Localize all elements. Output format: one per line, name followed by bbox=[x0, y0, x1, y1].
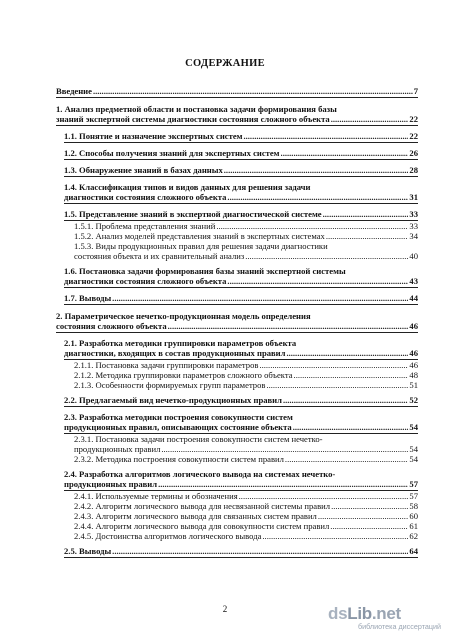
toc-entry-heading bbox=[56, 182, 418, 192]
toc-entry-title: 1.2. Способы получения знаний для экспертных систем bbox=[64, 148, 280, 158]
toc-entry-title: 1.1. Понятие и назначение экспертных систем bbox=[64, 131, 243, 141]
toc-page-number: 31 bbox=[409, 192, 418, 202]
dot-leader bbox=[224, 165, 409, 175]
toc-entry-title: 2.3.2. Методика построения совокупности систем правил bbox=[74, 454, 284, 464]
dot-leader bbox=[294, 370, 409, 380]
dot-leader bbox=[331, 501, 408, 511]
toc-entry-heading bbox=[56, 148, 418, 160]
toc-entry-subsection bbox=[56, 434, 418, 444]
toc-page-number: 22 bbox=[409, 131, 418, 141]
toc-entry-title: 1.3. Обнаружение знаний в базах данных bbox=[64, 165, 223, 175]
dot-leader bbox=[227, 276, 408, 286]
dot-leader bbox=[243, 131, 408, 141]
toc-entry-heading bbox=[56, 422, 418, 434]
dot-leader bbox=[259, 360, 408, 370]
toc-page-number: 51 bbox=[409, 380, 418, 390]
toc-entry-heading bbox=[56, 86, 418, 98]
toc-entry-title: 2.4. Разработка алгоритмов логического вывода на системах нечетко- bbox=[64, 469, 336, 479]
toc-entry-title: 2.4.1. Используемые термины и обозначения bbox=[74, 491, 238, 501]
toc-entry-heading bbox=[56, 165, 418, 177]
toc-entry-title: Введение bbox=[56, 86, 92, 96]
toc-entry-title: 2.1. Разработка методики группировки параметров объекта bbox=[64, 338, 297, 348]
toc-entry-heading bbox=[56, 469, 418, 479]
toc-entry-title: 1.5.3. Виды продукционных правил для решения задачи диагностики bbox=[74, 241, 328, 251]
toc-page-number: 60 bbox=[409, 511, 418, 521]
toc-entry-heading bbox=[56, 266, 418, 276]
dot-leader bbox=[323, 209, 409, 219]
toc-page-number: 64 bbox=[409, 546, 418, 556]
toc-entry-heading bbox=[56, 321, 418, 333]
logo-subtitle: библиотека диссертаций bbox=[358, 622, 442, 631]
toc-entry-title: 1.5.2. Анализ моделей представления знаний в экспертных системах bbox=[74, 231, 325, 241]
toc-page-number: 44 bbox=[409, 293, 418, 303]
dot-leader bbox=[283, 395, 408, 405]
toc-entry-title: продукционных правил, описывающих состояние объекта bbox=[64, 422, 292, 432]
dot-leader bbox=[281, 148, 409, 158]
toc-entry-title: 1. Анализ предметной области и постановка задачи формирования базы bbox=[56, 104, 337, 114]
dot-leader bbox=[168, 321, 409, 331]
toc-entry-subsection bbox=[56, 251, 418, 261]
toc-entry-heading bbox=[56, 546, 418, 558]
toc-page-number: 61 bbox=[409, 521, 418, 531]
toc-page-number: 40 bbox=[409, 251, 418, 261]
dot-leader bbox=[266, 380, 408, 390]
dot-leader bbox=[331, 114, 409, 124]
toc-entry-title: продукционных правил bbox=[64, 479, 158, 489]
toc-entry-title: диагностики, входящих в состав продукционных правил bbox=[64, 348, 286, 358]
dot-leader bbox=[285, 454, 408, 464]
toc-entry-title: 2.1.3. Особенности формируемых групп параметров bbox=[74, 380, 266, 390]
toc-page-number: 7 bbox=[413, 86, 418, 96]
toc-page-number: 33 bbox=[409, 209, 418, 219]
toc-entry-subsection bbox=[56, 444, 418, 454]
toc-entry-subsection bbox=[56, 501, 418, 511]
dot-leader bbox=[239, 491, 409, 501]
toc-page-number: 57 bbox=[409, 491, 418, 501]
dslib-logo-icon bbox=[328, 604, 440, 630]
toc-entry-heading bbox=[56, 479, 418, 491]
dot-leader bbox=[318, 511, 409, 521]
toc-entry-title: состояния сложного объекта bbox=[56, 321, 167, 331]
toc-page-number: 46 bbox=[409, 360, 418, 370]
toc-entry-heading bbox=[56, 209, 418, 221]
logo-wordmark: dsLib.net bbox=[328, 604, 401, 623]
toc-entry-title: знаний экспертной системы диагностики состояния сложного объекта bbox=[56, 114, 330, 124]
toc-entry-title: 1.4. Классификация типов и видов данных для решения задачи bbox=[64, 182, 311, 192]
dot-leader bbox=[286, 348, 408, 358]
toc-entry-heading bbox=[56, 412, 418, 422]
toc-entry-title: 2.1.1. Постановка задачи группировки параметров bbox=[74, 360, 259, 370]
dot-leader bbox=[112, 293, 408, 303]
toc-page-number: 46 bbox=[409, 348, 418, 358]
toc-entry-title: 2. Параметрическое нечетко-продукционная модель определения bbox=[56, 311, 311, 321]
toc-page-number: 26 bbox=[409, 148, 418, 158]
toc-page-number: 43 bbox=[409, 276, 418, 286]
toc-entry-title: 2.2. Предлагаемый вид нечетко-продукционных правил bbox=[64, 395, 282, 405]
toc-entry-title: 2.4.2. Алгоритм логического вывода для несвязанной системы правил bbox=[74, 501, 331, 511]
dot-leader bbox=[262, 531, 408, 541]
toc-entry-heading bbox=[56, 192, 418, 204]
toc-entry-heading bbox=[56, 348, 418, 360]
toc-entry-title: 2.3.1. Постановка задачи построения совокупности систем нечетко- bbox=[74, 434, 323, 444]
toc-entry-subsection bbox=[56, 360, 418, 370]
toc-page-number: 62 bbox=[409, 531, 418, 541]
toc-page-number: 28 bbox=[409, 165, 418, 175]
toc-page-number: 54 bbox=[409, 454, 418, 464]
toc-entry-title: 1.6. Постановка задачи формирования базы знаний экспертной системы bbox=[64, 266, 346, 276]
toc-entry-title: состояния объекта и их сравнительный анализ bbox=[74, 251, 245, 261]
dot-leader bbox=[330, 521, 408, 531]
dot-leader bbox=[158, 479, 408, 489]
toc-entry-title: 2.1.2. Методика группировки параметров сложного объекта bbox=[74, 370, 293, 380]
toc-page-number: 54 bbox=[409, 444, 418, 454]
toc-entry-title: 1.7. Выводы bbox=[64, 293, 112, 303]
toc-entry-heading bbox=[56, 114, 418, 126]
dot-leader bbox=[326, 231, 409, 241]
dot-leader bbox=[216, 221, 408, 231]
dot-leader bbox=[161, 444, 408, 454]
toc-entry-subsection bbox=[56, 521, 418, 531]
toc-entry-title: 2.4.4. Алгоритм логического вывода для совокупности систем правил bbox=[74, 521, 330, 531]
toc-entry-subsection bbox=[56, 231, 418, 241]
toc-entry-subsection bbox=[56, 380, 418, 390]
toc-entry-title: 2.5. Выводы bbox=[64, 546, 112, 556]
toc-page-number: 54 bbox=[409, 422, 418, 432]
toc-entry-title: диагностики состояния сложного объекта bbox=[64, 192, 227, 202]
toc-page-number: 22 bbox=[409, 114, 418, 124]
toc-page-number: 48 bbox=[409, 370, 418, 380]
toc-entry-heading bbox=[56, 131, 418, 143]
toc-entry-subsection bbox=[56, 454, 418, 464]
toc-page-number: 57 bbox=[409, 479, 418, 489]
toc-entry-subsection bbox=[56, 491, 418, 501]
page-number: 2 bbox=[222, 604, 228, 614]
toc-entry-heading bbox=[56, 395, 418, 407]
dot-leader bbox=[227, 192, 408, 202]
toc-page-number: 34 bbox=[409, 231, 418, 241]
dot-leader bbox=[293, 422, 409, 432]
toc-page-number: 46 bbox=[409, 321, 418, 331]
toc-entry-subsection bbox=[56, 370, 418, 380]
page-title: СОДЕРЖАНИЕ bbox=[185, 58, 265, 69]
toc-entry-heading bbox=[56, 104, 418, 114]
table-of-contents bbox=[56, 86, 418, 558]
toc-entry-heading bbox=[56, 338, 418, 348]
toc-entry-title: 1.5.1. Проблема представления знаний bbox=[74, 221, 216, 231]
toc-entry-title: 2.4.5. Достоинства алгоритмов логического вывода bbox=[74, 531, 262, 541]
dot-leader bbox=[93, 86, 413, 96]
toc-entry-heading bbox=[56, 311, 418, 321]
toc-entry-title: 2.4.3. Алгоритм логического вывода для связанных систем правил bbox=[74, 511, 317, 521]
toc-page-number: 33 bbox=[409, 221, 418, 231]
toc-entry-title: продукционных правил bbox=[74, 444, 161, 454]
toc-entry-heading bbox=[56, 293, 418, 305]
toc-entry-subsection bbox=[56, 531, 418, 541]
toc-entry-subsection bbox=[56, 241, 418, 251]
toc-entry-heading bbox=[56, 276, 418, 288]
dot-leader bbox=[112, 546, 408, 556]
toc-entry-title: 2.3. Разработка методики построения совокупности систем bbox=[64, 412, 293, 422]
toc-entry-subsection bbox=[56, 511, 418, 521]
toc-page-number: 58 bbox=[409, 501, 418, 511]
toc-page-number: 52 bbox=[409, 395, 418, 405]
toc-entry-title: диагностики состояния сложного объекта bbox=[64, 276, 227, 286]
dot-leader bbox=[245, 251, 408, 261]
toc-entry-title: 1.5. Представление знаний в экспертной диагностической системе bbox=[64, 209, 322, 219]
toc-entry-subsection bbox=[56, 221, 418, 231]
